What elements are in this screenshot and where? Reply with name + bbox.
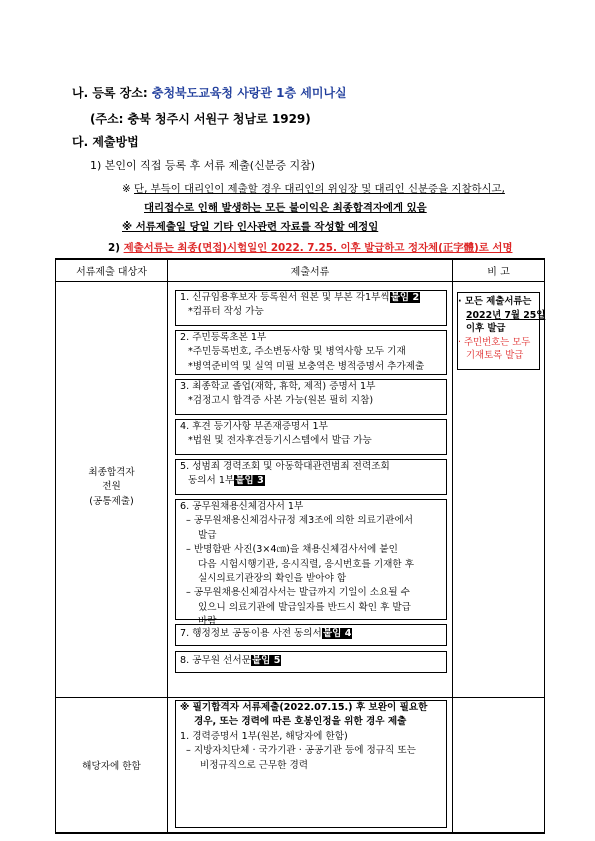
attachment-badge-5: 붙임 5 [251,655,281,666]
registration-address: (주소: 충북 청주시 서원구 청남로 1929) [90,112,311,126]
remark-line3: 이후 발급 [466,323,506,335]
attachment-badge-2: 붙임 2 [390,292,420,303]
group2-line4: – 지방자치단체 · 국가기관 · 공공기관 등에 정규직 또는 [186,745,416,757]
table-left-border [55,258,56,833]
section-na [72,84,347,101]
submit-method-item2 [108,239,512,254]
remark [458,295,545,363]
doc-3 [180,380,375,409]
doc-6 [180,500,414,630]
doc-5-title: 5. 성범죄 경력조회 및 아동학대관련범죄 전력조회 [180,461,390,472]
doc-6-line7: 있으니 의료기관에 발급일자를 반드시 확인 후 발급 [198,601,411,613]
group2-line3: 1. 경력증명서 1부(원본, 해당자에 한함) [180,730,348,742]
doc-1-note: *컴퓨터 작성 가능 [188,306,264,318]
note1-prefix: ※ [122,183,131,195]
doc-7-title: 7. 행정정보 공동이용 사전 동의서 [180,628,322,639]
doc-6-line6: – 공무원채용신체검사서는 발급까지 기일이 소요될 수 [186,587,410,599]
doc-8-title: 8. 공무원 선서문 [180,655,251,666]
doc-6-line2: 발급 [198,529,217,541]
doc-6-title: 6. 공무원채용신체검사서 1부 [180,501,304,512]
doc-4 [180,420,372,449]
header-documents: 제출서류 [290,267,330,278]
doc-2-note2: *병역준비역 및 실역 미필 보충역은 병적증명서 추가제출 [188,360,425,372]
doc-6-line5: 실시의료기관장의 확인을 받아야 함 [198,573,347,585]
doc-6-line4: 다음 시험시행기관, 응시직렬, 응시번호를 기재한 후 [198,558,414,570]
doc-2-title: 2. 주민등록초본 1부 [180,332,267,343]
note1-line1: 단, 부득이 대리인이 제출할 경우 대리인의 위임장 및 대리인 신분증을 지참하시고, [134,183,505,195]
doc-7 [180,627,352,641]
doc-6-line1: – 공무원채용신체검사규정 제3조에 의한 의료기관에서 [186,515,413,527]
table-top-border [55,258,545,260]
doc-1-title: 1. 신규임용후보자 등록원서 원본 및 부본 각1부씩 [180,292,390,303]
remark-line4: · 주민번호는 모두 [458,336,531,348]
doc-5 [180,460,390,489]
doc-1 [180,291,420,320]
header-remarks: 비 고 [487,267,510,278]
item2-text: 제출서류는 최종(면접)시험일인 2022. 7.25. 이후 발급하고 정자체(正字體)로 서명 [123,242,513,254]
col-divider-2 [452,258,453,833]
doc-5-note: 동의서 1부 [188,475,235,487]
doc-6-line8: 바람 [198,616,217,628]
note1-line2: 대리접수로 인해 발생하는 모든 불이익은 최종합격자에게 있음 [144,202,427,214]
group2-target: 해당자에 한함 [82,761,141,772]
doc-3-title: 3. 최종학교 졸업(재학, 휴학, 제적) 증명서 1부 [180,381,376,392]
group2-line2: 경우, 또는 경력에 따른 호봉인정을 위한 경우 제출 [194,716,407,728]
doc-6-line3: – 반명함판 사진(3×4㎝)을 채용신체검사서에 붙인 [186,544,398,556]
header-target: 서류제출 대상자 [76,267,147,278]
doc-3-note: *검정고시 합격증 사본 가능(원본 필히 지참) [188,395,374,407]
doc-2 [180,331,424,374]
table-bottom-border [55,832,545,834]
group1-target-line1: 최종합격자 [88,467,135,478]
group1-target-line2: 전원 [102,481,121,493]
attachment-badge-4: 붙임 4 [322,628,352,639]
submit-method-item1: 1) 본인이 직접 등록 후 서류 제출(신분증 지참) [90,159,315,172]
registration-place: 충청북도교육청 사랑관 1층 세미나실 [151,86,347,100]
section-da-label: 다. 제출방법 [72,135,139,149]
group2-line1: ※ 필기합격자 서류제출(2022.07.15.) 후 보완이 필요한 [180,702,428,713]
note1 [122,180,505,195]
section-na-label: 나. 등록 장소: [72,86,148,100]
item2-number: 2) [108,242,120,254]
remark-line1: · 모든 제출서류는 [458,296,532,307]
note2: ※ 서류제출일 당일 기타 인사관련 자료를 작성할 예정임 [122,221,379,233]
doc-8 [180,654,281,668]
col-divider-1 [167,258,168,833]
group1-target [56,466,167,509]
group1-target-line3: (공통제출) [89,495,134,507]
group2-docs [180,701,427,773]
group2-line5: 비정규직으로 근무한 경력 [200,759,309,771]
doc-2-note1: *주민등록번호, 주소변동사항 및 병역사항 모두 기재 [188,346,406,358]
table-header-bottom [55,281,545,282]
group-divider [55,697,545,698]
remark-line5: 기재토록 발급 [466,350,524,362]
doc-4-note: *법원 및 전자후견등기시스템에서 발급 가능 [188,435,372,447]
doc-4-title: 4. 후견 등기사항 부존재증명서 1부 [180,421,328,432]
attachment-badge-3: 붙임 3 [235,475,264,487]
remark-line2: 2022년 7월 25일 [466,309,546,321]
